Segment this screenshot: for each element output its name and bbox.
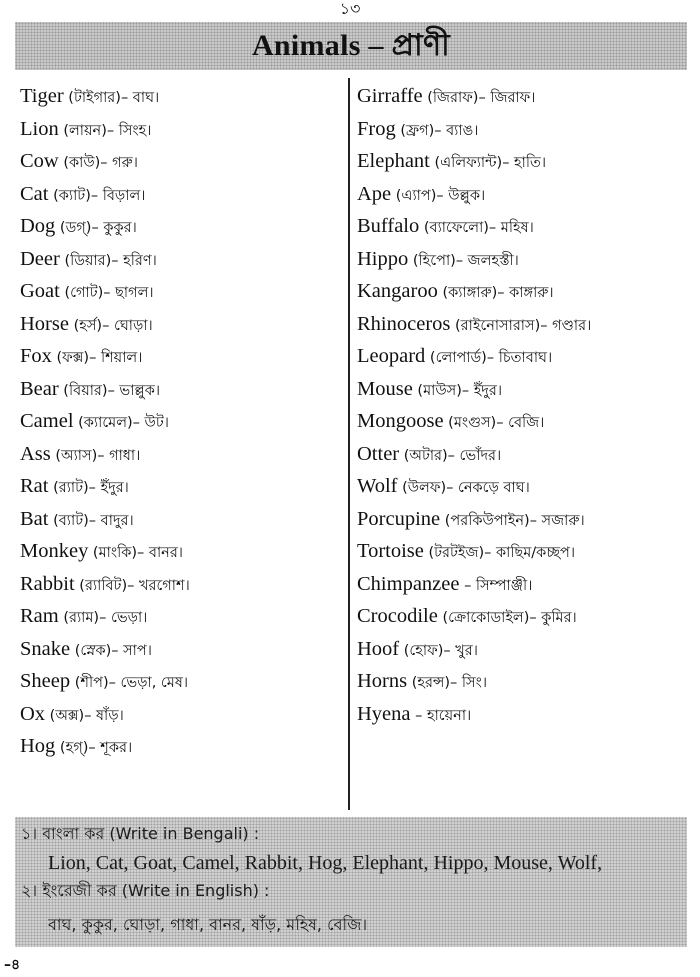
bengali-translation: (হরন্স)– সিং।: [407, 675, 488, 691]
english-word: Girraffe: [357, 85, 423, 107]
english-word: Ape: [357, 182, 392, 205]
english-word: Horns: [357, 670, 408, 692]
english-word: Bat: [20, 507, 49, 530]
right-vocab-entry: [357, 600, 692, 633]
bengali-translation: (হিপো)– জলহস্তী।: [408, 252, 519, 269]
bengali-translation: (জিরাফ)– জিরাফ।: [422, 90, 536, 106]
left-vocab-entry: [20, 243, 345, 276]
english-word: Hog: [20, 735, 56, 757]
english-word: Cow: [20, 150, 59, 172]
left-vocab-entry: [20, 80, 345, 113]
bengali-translation: (স্নেক)– সাপ।: [70, 642, 152, 659]
english-word: Ram: [20, 605, 59, 627]
page-title: Animals – প্রাণী: [251, 28, 451, 62]
english-word: Camel: [20, 410, 74, 432]
english-word: Dog: [20, 215, 56, 237]
english-word: Crocodile: [357, 605, 438, 627]
right-vocab-entry: [357, 113, 692, 146]
left-vocab-entry: [20, 178, 345, 211]
english-word: Tiger: [20, 85, 64, 107]
bengali-translation: (গোট)– ছাগল।: [59, 285, 154, 301]
exercise-question-2: ২। ইংরেজী কর (Write in English) :: [21, 881, 270, 900]
right-vocab-entry: [357, 210, 692, 243]
english-word: Fox: [20, 345, 52, 367]
left-vocab-entry: [20, 210, 345, 243]
bengali-translation: (অক্স)– ষাঁড়।: [45, 707, 124, 724]
left-vocab-entry: [20, 113, 345, 146]
bengali-translation: (কাউ)– গরু।: [58, 155, 138, 171]
english-word: Ox: [20, 702, 46, 725]
bengali-translation: (পরকিউপাইন)– সজারু।: [440, 512, 585, 529]
english-word: Hoof: [357, 637, 400, 660]
right-vocab-entry: [357, 308, 692, 341]
english-word: Wolf: [357, 475, 398, 497]
page-number-bottom: –৪: [4, 957, 21, 973]
english-word: Hyena: [357, 702, 411, 725]
left-vocab-entry: [20, 405, 345, 438]
exercise-answer-line-1: Lion, Cat, Goat, Camel, Rabbit, Hog, Elephant, Hippo, Mouse, Wolf,: [48, 852, 603, 874]
left-vocab-entry: [20, 535, 345, 568]
right-vocab-entry: [357, 698, 692, 731]
english-word: Deer: [20, 247, 60, 270]
english-word: Bear: [20, 377, 59, 400]
left-vocab-entry: [20, 308, 345, 341]
left-column: [20, 80, 345, 763]
english-word: Leopard: [357, 345, 426, 367]
bengali-translation: (ক্রোকোডাইল)– কুমির।: [437, 610, 577, 626]
bengali-translation: (লায়ন)– সিংহ।: [58, 122, 152, 139]
bengali-translation: (ক্যামেল)– উট।: [73, 415, 169, 431]
english-word: Sheep: [20, 670, 71, 692]
english-word: Rat: [20, 475, 49, 497]
bengali-translation: (রাইনোসারাস)– গণ্ডার।: [450, 317, 592, 334]
right-vocab-entry: [357, 178, 692, 211]
bengali-translation: (ফ্রগ)– ব্যাঙ।: [395, 122, 479, 139]
right-vocab-entry: [357, 470, 692, 503]
bengali-translation: (হগ্)– শূকর।: [55, 740, 133, 756]
left-vocab-entry: [20, 503, 345, 536]
english-word: Snake: [20, 637, 71, 660]
english-word: Lion: [20, 117, 59, 140]
left-vocab-entry: [20, 275, 345, 308]
bengali-translation: (লোপার্ড)– চিতাবাঘ।: [425, 350, 553, 366]
right-vocab-entry: [357, 373, 692, 406]
english-word: Rhinoceros: [357, 312, 451, 335]
right-vocab-entry: [357, 503, 692, 536]
right-vocab-entry: [357, 665, 692, 698]
bengali-translation: (র‍্যাট)– ইঁদুর।: [48, 480, 129, 496]
bengali-translation: (ফক্স)– শিয়াল।: [51, 350, 143, 366]
english-word: Chimpanzee: [357, 572, 460, 595]
exercise-box: [15, 817, 687, 947]
english-word: Porcupine: [357, 507, 441, 530]
bengali-translation: (টরটইজ)– কাছিম/কচ্ছপ।: [423, 545, 576, 561]
exercise-question-1: ১। বাংলা কর (Write in Bengali) :: [21, 824, 260, 843]
page-number-top: ১৩: [339, 0, 361, 18]
english-word: Ass: [20, 442, 51, 465]
bengali-translation: (ব্যাট)– বাদুর।: [48, 512, 134, 529]
left-vocab-entry: [20, 665, 345, 698]
bengali-translation: (টাইগার)– বাঘ।: [63, 90, 160, 106]
left-vocab-entry: [20, 698, 345, 731]
bengali-translation: (হর্স)– ঘোড়া।: [68, 317, 153, 334]
right-vocab-entry: [357, 633, 692, 666]
bengali-translation: (র‍্যাবিট)– খরগোশ।: [74, 577, 190, 594]
english-word: Mongoose: [357, 410, 444, 432]
english-word: Hippo: [357, 247, 409, 270]
bengali-translation: (ক্যাঙ্গারু)– কাঙ্গারু।: [437, 285, 554, 301]
right-vocab-entry: [357, 535, 692, 568]
bengali-translation: (শীপ)– ভেড়া, মেষ।: [70, 675, 189, 691]
left-vocab-entry: [20, 470, 345, 503]
english-word: Frog: [357, 117, 396, 140]
bengali-translation: (এ্যাপ)– উল্লুক।: [391, 187, 486, 204]
vocabulary-columns: [0, 80, 700, 810]
english-word: Monkey: [20, 540, 89, 562]
bengali-translation: (মংগুস)– বেজি।: [443, 415, 545, 431]
english-word: Goat: [20, 280, 60, 302]
english-word: Mouse: [357, 377, 413, 400]
left-vocab-entry: [20, 438, 345, 471]
english-word: Rabbit: [20, 572, 75, 595]
english-word: Otter: [357, 442, 400, 465]
left-vocab-entry: [20, 600, 345, 633]
left-vocab-entry: [20, 340, 345, 373]
exercise-answer-line-2: বাঘ, কুকুর, ঘোড়া, গাধা, বানর, ষাঁড়, মহিষ, বেজি।: [48, 915, 368, 934]
right-vocab-entry: [357, 405, 692, 438]
left-vocab-entry: [20, 373, 345, 406]
bengali-translation: (র‍্যাম)– ভেড়া।: [58, 610, 148, 626]
right-vocab-entry: [357, 145, 692, 178]
bengali-translation: (অ্যাস)– গাধা।: [50, 447, 141, 464]
bengali-translation: (উলফ)– নেকড়ে বাঘ।: [397, 480, 530, 496]
title-banner: [15, 22, 687, 70]
bengali-translation: (মাউস)– ইঁদুর।: [412, 382, 503, 399]
bengali-translation: (ডগ্)– কুকুর।: [55, 220, 137, 236]
bengali-translation: (ব্যাফেলো)– মহিষ।: [419, 220, 534, 236]
bengali-translation: – হায়েনা।: [410, 707, 472, 724]
left-vocab-entry: [20, 633, 345, 666]
right-vocab-entry: [357, 568, 692, 601]
right-column: [357, 80, 692, 730]
bengali-translation: (মাংকি)– বানর।: [88, 545, 183, 561]
right-vocab-entry: [357, 340, 692, 373]
right-vocab-entry: [357, 80, 692, 113]
left-vocab-entry: [20, 730, 345, 763]
right-vocab-entry: [357, 243, 692, 276]
right-vocab-entry: [357, 438, 692, 471]
bengali-translation: (ক্যাট)– বিড়াল।: [48, 187, 146, 204]
english-word: Elephant: [357, 150, 430, 172]
bengali-translation: (ডিয়ার)– হরিণ।: [59, 252, 157, 269]
bengali-translation: (বিয়ার)– ভাল্লুক।: [58, 382, 161, 399]
english-word: Tortoise: [357, 540, 424, 562]
bengali-translation: – সিম্পাঞ্জী।: [459, 577, 533, 594]
english-word: Buffalo: [357, 215, 420, 237]
english-word: Horse: [20, 312, 69, 335]
bengali-translation: (হোফ)– খুর।: [399, 642, 478, 659]
left-vocab-entry: [20, 568, 345, 601]
english-word: Cat: [20, 182, 49, 205]
left-vocab-entry: [20, 145, 345, 178]
right-vocab-entry: [357, 275, 692, 308]
bengali-translation: (এলিফ্যান্ট)– হাতি।: [429, 155, 547, 171]
bengali-translation: (অটার)– ভোঁদর।: [399, 447, 502, 464]
english-word: Kangaroo: [357, 280, 438, 302]
